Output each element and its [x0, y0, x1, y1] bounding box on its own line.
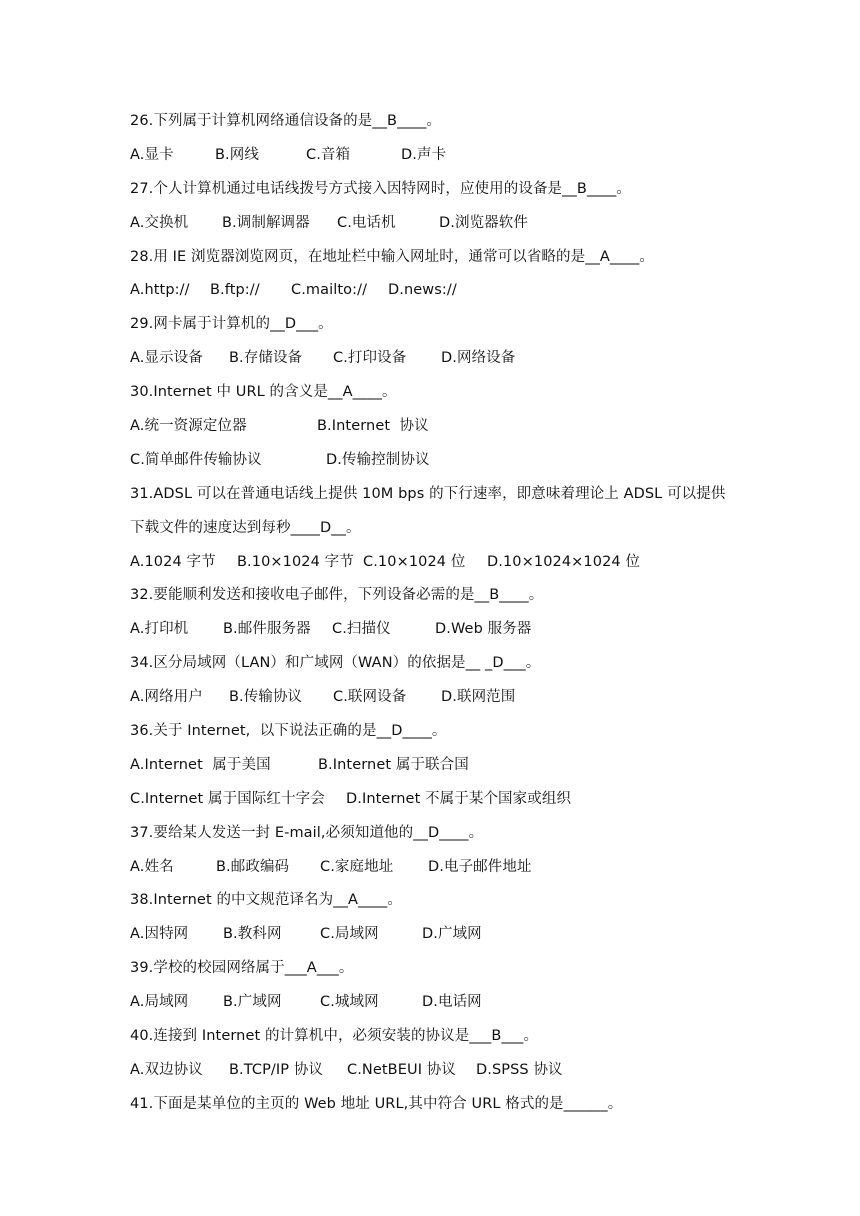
options-27 — [130, 212, 770, 246]
option-a: A.http:// — [130, 282, 190, 299]
question-26: 26.下列属于计算机网络通信设备的是__B____。 — [130, 113, 442, 129]
question-37: 37.要给某人发送一封 E-mail,必须知道他的__D____。 — [130, 824, 484, 841]
option-c: C.城域网 — [320, 994, 379, 1011]
option-a: A.1024 字节 — [130, 553, 216, 570]
options-31 — [130, 551, 770, 585]
option-d: D.广域网 — [422, 926, 482, 943]
question-list — [130, 110, 770, 1127]
option-b: B.Internet 属于联合国 — [318, 756, 469, 773]
option-a: A.双边协议 — [130, 1061, 203, 1078]
option-c: C.电话机 — [337, 214, 396, 231]
option-a: A.显卡 — [130, 146, 174, 163]
option-c: C.mailto:// — [291, 282, 368, 299]
option-b: B.调制解调器 — [222, 214, 310, 231]
option-b: B.ftp:// — [210, 282, 260, 299]
option-c: C.家庭地址 — [320, 858, 394, 875]
option-c: C.10×1024 位 — [363, 553, 466, 570]
option-a: A.姓名 — [130, 858, 174, 875]
option-d: D.浏览器软件 — [439, 214, 528, 231]
option-a: A.网络用户 — [130, 689, 203, 706]
question-29: 29.网卡属于计算机的__D___。 — [130, 316, 333, 333]
options-32 — [130, 618, 770, 652]
options-40 — [130, 1059, 770, 1093]
options-30-row2 — [130, 449, 770, 483]
options-26 — [130, 144, 770, 178]
option-a: A.局域网 — [130, 994, 189, 1011]
option-d: D.网络设备 — [441, 350, 516, 367]
question-34: 34.区分局域网（LAN）和广域网（WAN）的依据是__ _D___。 — [130, 655, 541, 672]
option-b: B.广域网 — [223, 994, 282, 1011]
option-d: D.SPSS 协议 — [476, 1061, 563, 1078]
options-38 — [130, 923, 770, 957]
option-d: D.联网范围 — [441, 689, 516, 706]
options-30-row1 — [130, 415, 770, 449]
option-c: C.NetBEUI 协议 — [347, 1061, 456, 1078]
question-41: 41.下面是某单位的主页的 Web 地址 URL,其中符合 URL 格式的是______。 — [130, 1095, 623, 1112]
option-b: B.10×1024 字节 — [237, 553, 354, 570]
question-32: 32.要能顺利发送和接收电子邮件，下列设备必需的是__B____。 — [130, 587, 544, 604]
option-c: C.联网设备 — [333, 689, 407, 706]
question-28: 28.用 IE 浏览器浏览网页，在地址栏中输入网址时，通常可以省略的是__A____。 — [130, 248, 654, 265]
option-d: D.news:// — [388, 282, 457, 299]
option-d: D.Web 服务器 — [435, 621, 532, 638]
options-34 — [130, 686, 770, 720]
option-b: B.传输协议 — [229, 689, 303, 706]
option-c: C.简单邮件传输协议 — [130, 451, 262, 468]
options-39 — [130, 991, 770, 1025]
options-37 — [130, 856, 770, 890]
option-a: A.因特网 — [130, 926, 189, 943]
option-d: D.Internet 不属于某个国家或组织 — [346, 790, 572, 807]
options-36-row1 — [130, 754, 770, 788]
option-a: A.交换机 — [130, 214, 189, 231]
option-b: B.邮政编码 — [216, 858, 290, 875]
option-c: C.Internet 属于国际红十字会 — [130, 790, 325, 807]
option-b: B.邮件服务器 — [223, 621, 311, 638]
option-d: D.电话网 — [422, 994, 482, 1011]
option-b: B.TCP/IP 协议 — [229, 1061, 324, 1078]
option-c: C.扫描仪 — [332, 621, 391, 638]
options-29 — [130, 347, 770, 381]
question-39: 39.学校的校园网络属于___A___。 — [130, 960, 354, 977]
option-b: B.Internet 协议 — [317, 418, 429, 435]
option-b: B.网线 — [215, 146, 259, 163]
question-30: 30.Internet 中 URL 的含义是__A____。 — [130, 384, 397, 401]
question-38: 38.Internet 的中文规范译名为__A____。 — [130, 892, 402, 909]
question-31-continued: 下载文件的速度达到每秒____D__。 — [130, 519, 361, 536]
option-a: A.显示设备 — [130, 350, 203, 367]
question-40: 40.连接到 Internet 的计算机中，必须安装的协议是___B___。 — [130, 1028, 539, 1045]
option-b: B.存储设备 — [229, 350, 303, 367]
option-d: D.电子邮件地址 — [428, 858, 532, 875]
option-d: D.10×1024×1024 位 — [487, 553, 641, 570]
option-c: C.打印设备 — [333, 350, 407, 367]
option-a: A.打印机 — [130, 621, 189, 638]
option-b: B.教科网 — [223, 926, 282, 943]
option-d: D.声卡 — [401, 146, 447, 163]
options-28 — [130, 279, 770, 313]
option-c: C.局域网 — [320, 926, 379, 943]
question-27: 27.个人计算机通过电话线拨号方式接入因特网时，应使用的设备是__B____。 — [130, 180, 631, 197]
option-a: A.统一资源定位器 — [130, 418, 247, 435]
option-c: C.音箱 — [306, 146, 351, 163]
option-d: D.传输控制协议 — [326, 451, 430, 468]
option-a: A.Internet 属于美国 — [130, 756, 271, 773]
question-31: 31.ADSL 可以在普通电话线上提供 10M bps 的下行速率，即意味着理论上 ADSL 可以提供 — [130, 485, 726, 502]
question-36: 36.关于 Internet, 以下说法正确的是__D____。 — [130, 723, 447, 740]
options-36-row2 — [130, 788, 770, 822]
